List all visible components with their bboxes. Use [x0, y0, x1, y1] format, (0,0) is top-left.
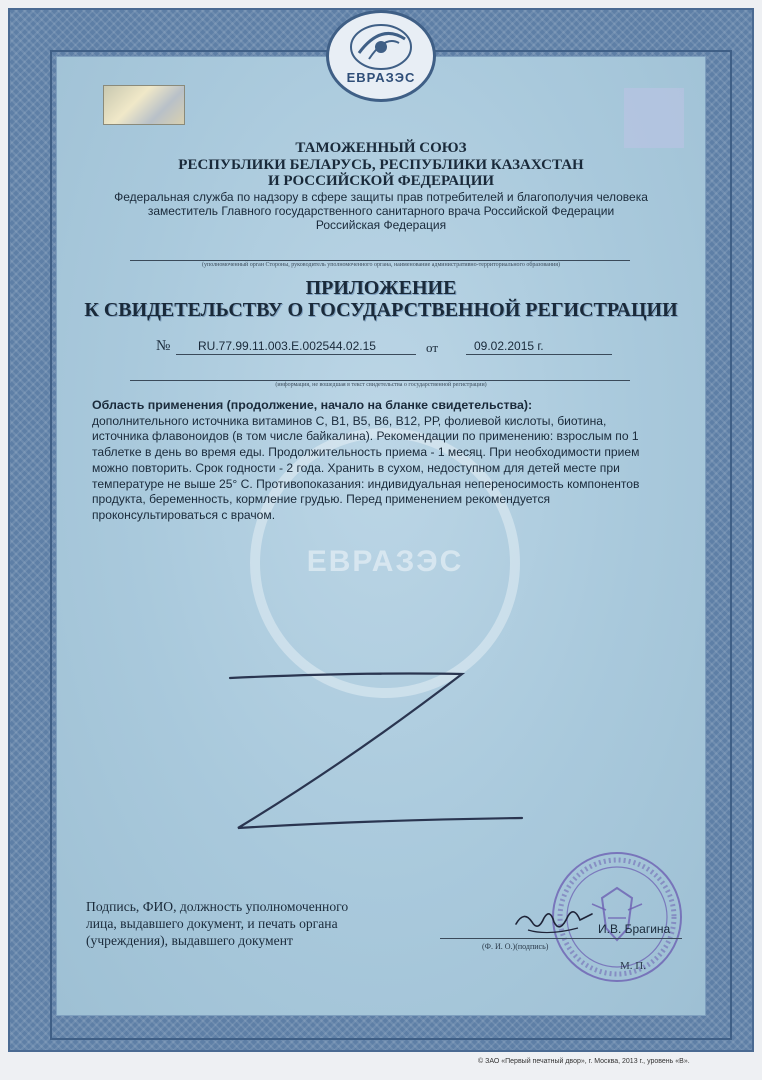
eurasec-emblem — [326, 10, 436, 102]
registration-number: RU.77.99.11.003.E.002544.02.15 — [198, 339, 376, 353]
authority-line-3: Российская Федерация — [315, 218, 447, 232]
signature-caption: (Ф. И. О.)(подпись) — [482, 942, 549, 951]
printer-footer: © ЗАО «Первый печатный двор», г. Москва, 2013 г., уровень «В». — [478, 1058, 690, 1065]
signatory-name: И.В. Брагина — [598, 922, 671, 936]
hologram-sticker — [103, 85, 185, 125]
scope-line: продукта, беременность, кормление грудью. Перед применением рекомендуется — [92, 492, 551, 507]
russian-federation-line: И РОССИЙСКОЙ ФЕДЕРАЦИИ — [267, 173, 495, 189]
scope-line: температуре не выше 25° С. Противопоказания: индивидуальная непереносимость компонентов — [92, 476, 640, 491]
scope-line: дополнительного источника витаминов С, В1, В5, В6, В12, РР, фолиевой кислоты, биотина, — [92, 413, 607, 428]
scope-heading: Область применения (продолжение, начало на бланке свидетельства): — [92, 398, 533, 412]
seal-place-label: М. П. — [620, 960, 646, 972]
sign-instr-line: Подпись, ФИО, должность уполномоченного — [86, 899, 349, 914]
number-underline — [176, 354, 416, 355]
sign-instr-line: (учреждения), выдавшего документ — [86, 933, 293, 948]
appendix-title: ПРИЛОЖЕНИЕ — [305, 277, 457, 299]
authority-line-2: заместитель Главного государственного санитарного врача Российской Федерации — [147, 204, 615, 218]
from-label: от — [426, 340, 439, 355]
appendix-subtitle: К СВИДЕТЕЛЬСТВУ О ГОСУДАРСТВЕННОЙ РЕГИСТРАЦИИ — [84, 299, 678, 321]
date-underline — [466, 354, 612, 355]
application-scope — [92, 398, 682, 524]
registration-row — [150, 338, 630, 358]
sign-instr-line: лица, выдавшего документ, и печать органа — [86, 916, 338, 931]
scope-line: источника флавоноидов (в том числе байкалина). Рекомендации по применению: взрослым по 1 — [92, 429, 639, 444]
security-mark — [624, 88, 684, 148]
signature-instructions — [86, 898, 426, 949]
authority-caption: (уполномоченный орган Стороны, руководитель уполномоченного органа, наименование административно-территориального образования) — [202, 262, 560, 268]
registration-date: 09.02.2015 г. — [474, 339, 544, 353]
number-symbol: № — [156, 338, 171, 354]
scope-line: можно повторить. Срок годности - 2 года. Хранить в сухом, недоступном для детей месте при — [92, 460, 620, 475]
authority-line-1: Федеральная служба по надзору в сфере защиты прав потребителей и благополучия человека — [114, 190, 648, 204]
z-strike-mark — [200, 650, 530, 850]
emblem-label: ЕВРАЗЭС — [346, 70, 416, 85]
signature-underline — [440, 938, 682, 939]
info-caption: (информация, не вошедшая в текст свидетельства о государственной регистрации) — [275, 382, 487, 388]
scope-line: таблетке в день во время еды. Продолжительность приема - 1 месяц. При необходимости прием — [92, 445, 640, 460]
watermark-label: ЕВРАЗЭС — [306, 545, 464, 578]
scope-line: проконсультироваться с врачом. — [92, 507, 276, 522]
republics-line: РЕСПУБЛИКИ БЕЛАРУСЬ, РЕСПУБЛИКИ КАЗАХСТАН — [178, 157, 584, 173]
authority-underline — [130, 260, 630, 261]
globe-icon — [329, 13, 433, 99]
handwritten-signature — [508, 900, 598, 942]
info-underline — [130, 380, 630, 381]
customs-union-title: ТАМОЖЕННЫЙ СОЮЗ — [295, 140, 467, 156]
